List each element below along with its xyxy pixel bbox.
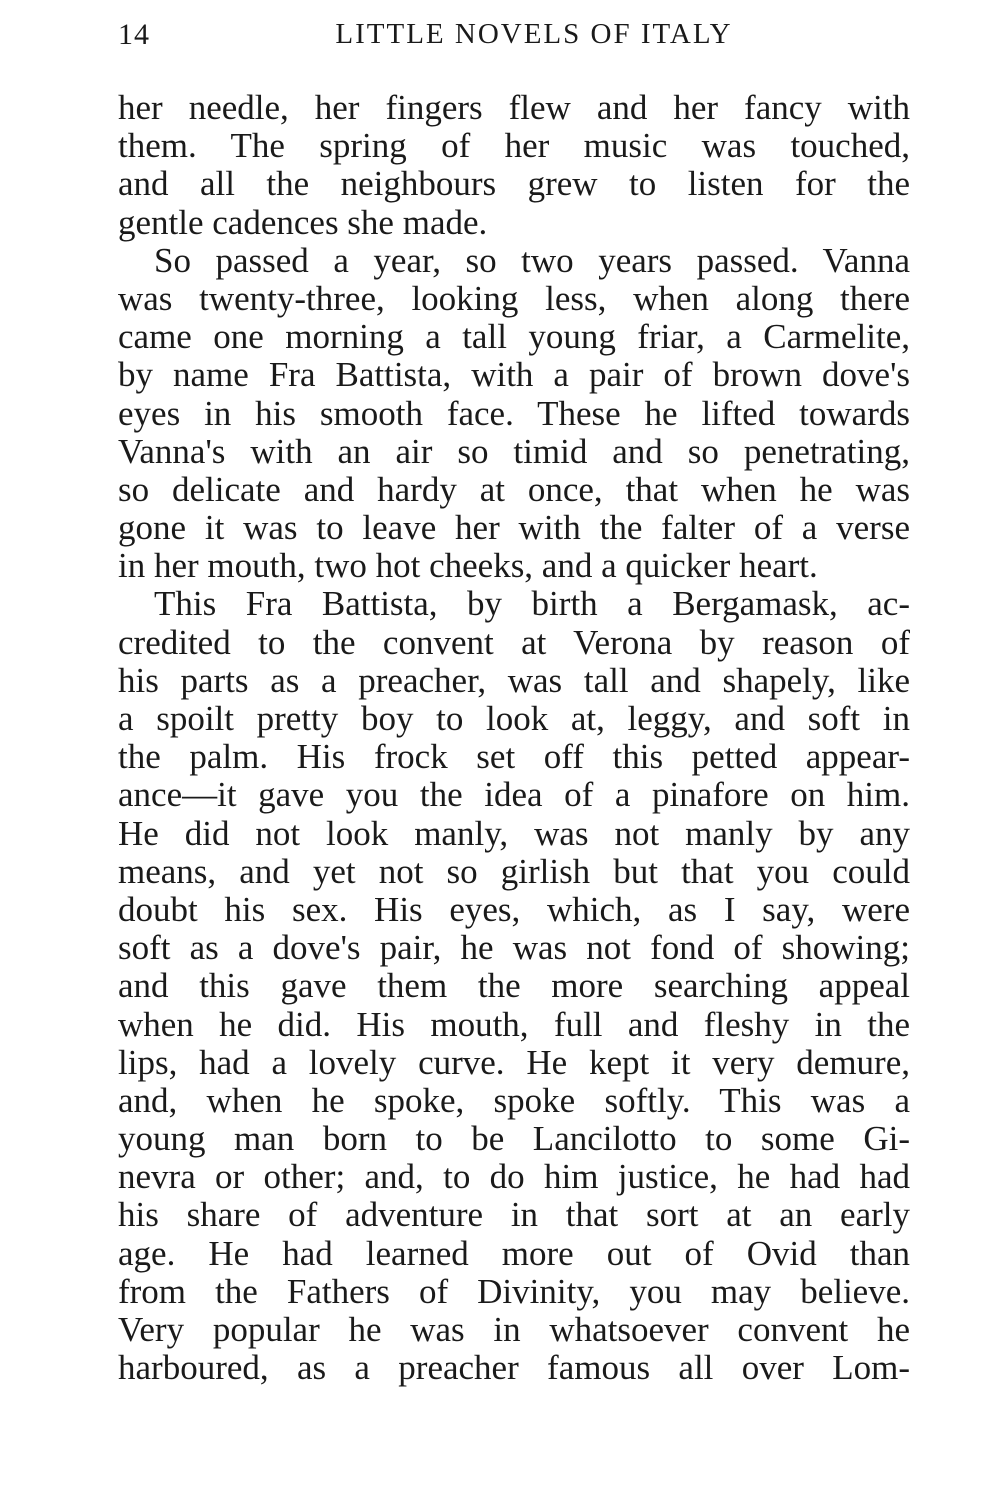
text-line: doubt his sex. His eyes, which, as I say, were xyxy=(118,890,910,929)
text-line: Very popular he was in whatsoever convent he xyxy=(118,1311,910,1349)
text-line: credited to the convent at Verona by reason of xyxy=(118,623,910,662)
running-head xyxy=(118,18,910,58)
text-line: so delicate and hardy at once, that when he was xyxy=(118,470,910,509)
text-line: nevra or other; and, to do him justice, he had had xyxy=(118,1158,910,1197)
text-line: by name Fra Battista, with a pair of brown dove's xyxy=(118,356,910,395)
text-line: a spoilt pretty boy to look at, leggy, and soft in xyxy=(118,700,910,738)
text-line: in her mouth, two hot cheeks, and a quicker heart. xyxy=(118,547,818,586)
body-text xyxy=(118,89,910,1387)
text-line: ance—it gave you the idea of a pinafore on him. xyxy=(118,776,910,815)
text-line: harboured, as a preacher famous all over Lom- xyxy=(118,1349,910,1388)
page-number: 14 xyxy=(118,18,150,51)
text-line: Vanna's with an air so timid and so penetrating, xyxy=(118,432,910,471)
text-line: his share of adventure in that sort at an early xyxy=(118,1196,910,1235)
text-line: gentle cadences she made. xyxy=(118,203,488,242)
text-line: soft as a dove's pair, he was not fond of showing; xyxy=(118,929,910,968)
text-line: from the Fathers of Divinity, you may believe. xyxy=(118,1272,910,1311)
text-line: So passed a year, so two years passed. Vanna xyxy=(154,241,910,280)
text-line: lips, had a lovely curve. He kept it very demure, xyxy=(118,1043,910,1082)
text-line: He did not look manly, was not manly by any xyxy=(118,814,910,853)
text-line: This Fra Battista, by birth a Bergamask, ac- xyxy=(154,585,910,624)
running-title: LITTLE NOVELS OF ITALY xyxy=(335,18,733,50)
text-line: was twenty-three, looking less, when along there xyxy=(118,279,910,318)
text-line: came one morning a tall young friar, a Carmelite, xyxy=(118,318,910,357)
text-line: the palm. His frock set off this petted appear- xyxy=(118,738,910,777)
text-line: her needle, her fingers flew and her fancy with xyxy=(118,89,910,127)
text-line: when he did. His mouth, full and fleshy in the xyxy=(118,1005,910,1044)
text-line: his parts as a preacher, was tall and shapely, like xyxy=(118,661,910,700)
text-line: young man born to be Lancilotto to some Gi- xyxy=(118,1120,910,1159)
text-line: gone it was to leave her with the falter of a verse xyxy=(118,509,910,548)
text-line: them. The spring of her music was touched, xyxy=(118,127,910,166)
text-line: and all the neighbours grew to listen for the xyxy=(118,165,910,204)
text-line: and this gave them the more searching appeal xyxy=(118,967,910,1006)
text-line: and, when he spoke, spoke softly. This was a xyxy=(118,1081,910,1120)
text-line: means, and yet not so girlish but that you could xyxy=(118,852,910,891)
text-line: age. He had learned more out of Ovid than xyxy=(118,1234,910,1273)
text-line: eyes in his smooth face. These he lifted towards xyxy=(118,394,910,433)
